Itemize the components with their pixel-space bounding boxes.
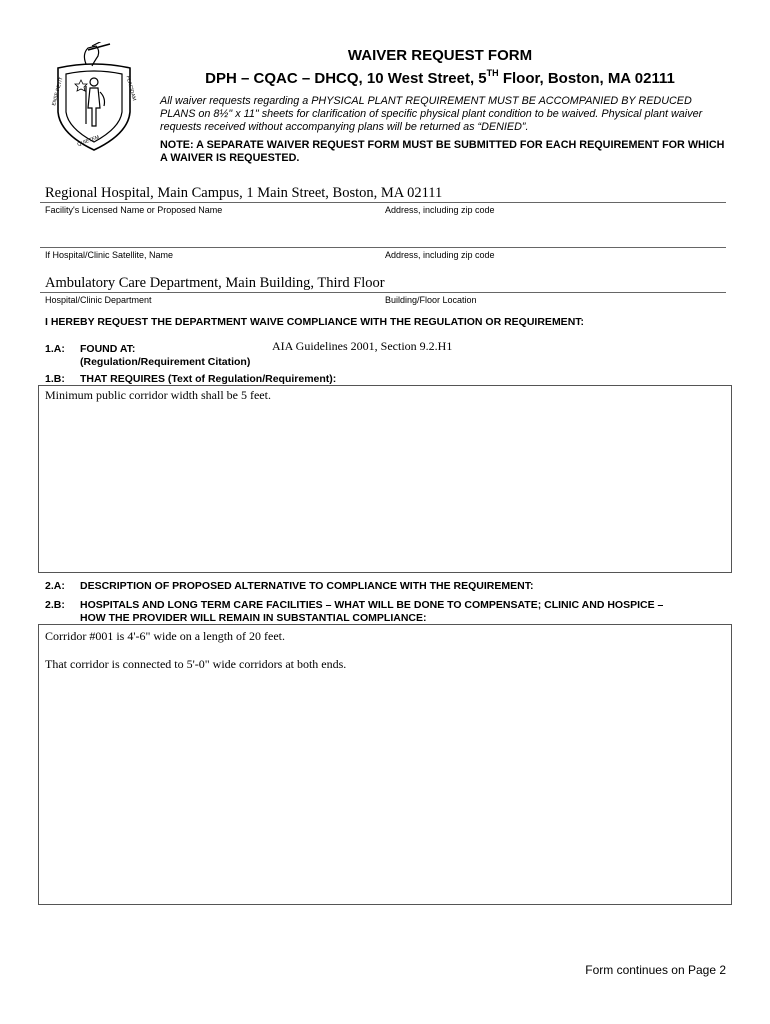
requirement-text-box[interactable]: [38, 385, 732, 573]
alternative-text-box[interactable]: [38, 624, 732, 905]
department-label: Hospital/Clinic Department: [45, 295, 152, 305]
requirement-text: Minimum public corridor width shall be 5 feet.: [45, 388, 271, 402]
section-1a-sublabel: (Regulation/Requirement Citation): [80, 356, 251, 368]
agency-address-suffix: Floor, Boston, MA 02111: [498, 70, 675, 87]
svg-text:ENSE PETIT: ENSE PETIT: [51, 76, 65, 107]
form-continues-note: Form continues on Page 2: [585, 963, 726, 977]
alternative-text-line1: Corridor #001 is 4'-6" wide on a length of 20 feet.: [45, 629, 286, 643]
separate-form-note: NOTE: A SEPARATE WAIVER REQUEST FORM MUST BE SUBMITTED FOR EACH REQUIREMENT FOR WHICH A WAIVER IS REQUESTED.: [160, 139, 725, 164]
satellite-address-field[interactable]: [385, 230, 715, 246]
svg-text:PLACIDAM: PLACIDAM: [124, 75, 137, 102]
satellite-address-label: Address, including zip code: [385, 250, 495, 260]
agency-address: [160, 68, 720, 87]
alternative-text-line2: That corridor is connected to 5'-0" wide corridors at both ends.: [45, 657, 347, 671]
facility-underline: [40, 202, 726, 203]
section-2b-label-line1: HOSPITALS AND LONG TERM CARE FACILITIES – WHAT WILL BE DONE TO COMPENSATE; CLINIC AND HOSPICE –: [80, 599, 664, 611]
section-1b-label: THAT REQUIRES (Text of Regulation/Requirement):: [80, 373, 337, 385]
agency-address-prefix: DPH – CQAC – DHCQ, 10 West Street, 5: [205, 70, 487, 87]
facility-name-field[interactable]: Regional Hospital, Main Campus, 1 Main Street, Boston, MA 02111: [45, 185, 443, 201]
department-field[interactable]: Ambulatory Care Department, Main Building, Third Floor: [45, 275, 385, 291]
svg-text:QUIETEM: QUIETEM: [76, 134, 101, 148]
form-title: WAIVER REQUEST FORM: [347, 47, 533, 64]
section-2a-label: DESCRIPTION OF PROPOSED ALTERNATIVE TO COMPLIANCE WITH THE REQUIREMENT:: [80, 580, 534, 592]
section-2b-number: 2.B:: [45, 599, 65, 611]
request-statement: I HEREBY REQUEST THE DEPARTMENT WAIVE COMPLIANCE WITH THE REGULATION OR REQUIREMENT:: [45, 316, 585, 328]
citation-field[interactable]: AIA Guidelines 2001, Section 9.2.H1: [272, 339, 453, 353]
building-floor-label: Building/Floor Location: [385, 295, 477, 305]
satellite-underline: [40, 247, 726, 248]
agency-address-superscript: TH: [486, 68, 499, 78]
section-2a-number: 2.A:: [45, 580, 65, 592]
section-1b-number: 1.B:: [45, 373, 65, 385]
facility-address-label: Address, including zip code: [385, 205, 495, 215]
section-2b-label-line2: HOW THE PROVIDER WILL REMAIN IN SUBSTANTIAL COMPLIANCE:: [80, 612, 427, 624]
section-1a-number: 1.A:: [45, 343, 65, 355]
satellite-name-field[interactable]: [45, 230, 375, 246]
intro-instructions: All waiver requests regarding a PHYSICAL PLANT REQUIREMENT MUST BE ACCOMPANIED BY REDUCED PLANS on 8½" x 11" sheets for clarification of specific physical plant condition to be waived. Physical plant waiver requests received without accompanying plans will be returned as “DENIED”.: [160, 95, 703, 133]
facility-name-label: Facility's Licensed Name or Proposed Name: [45, 205, 223, 215]
section-1a-label: FOUND AT:: [80, 343, 136, 355]
massachusetts-seal-icon: [48, 42, 140, 154]
satellite-name-label: If Hospital/Clinic Satellite, Name: [45, 250, 174, 260]
department-underline: [40, 292, 726, 293]
